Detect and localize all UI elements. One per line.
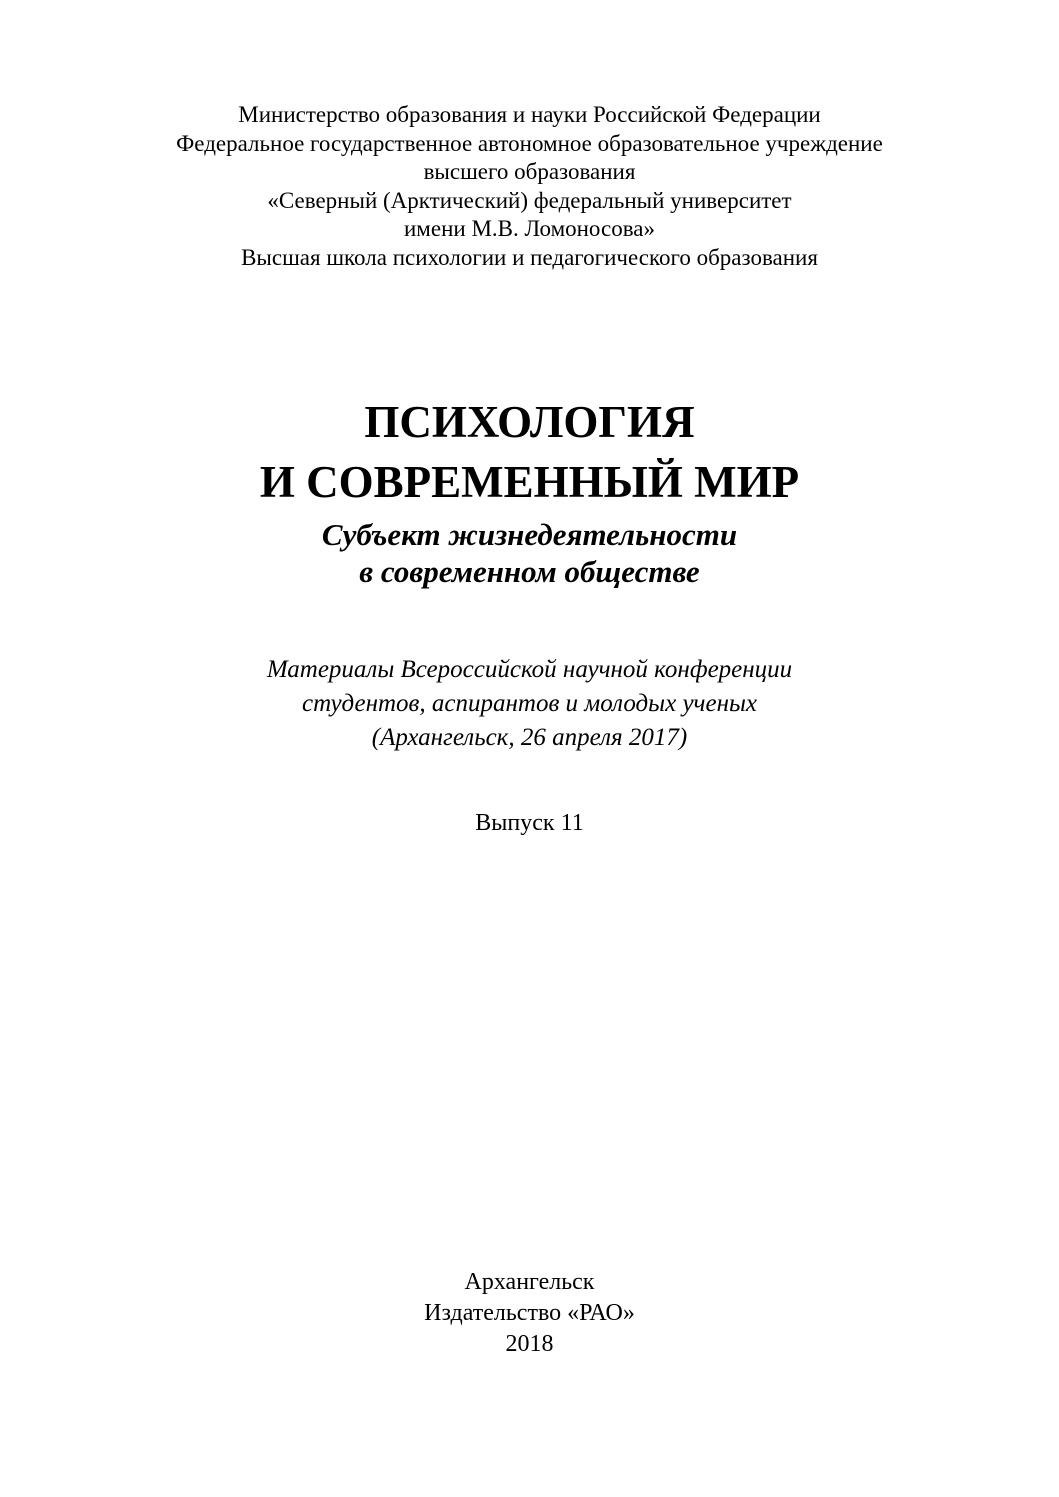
institution-type-line: Федеральное государственное автономное образовательное учреждение xyxy=(176,130,883,156)
book-title-line-2: И СОВРЕМЕННЫЙ МИР xyxy=(259,457,800,507)
university-namesake-line: имени М.В. Ломоносова» xyxy=(404,216,655,241)
issue-label: Выпуск 11 xyxy=(475,810,584,836)
school-name-line: Высшая школа психологии и педагогического образования xyxy=(241,244,818,270)
publication-imprint xyxy=(0,1267,1059,1360)
book-subtitle-line-2: в современном обществе xyxy=(359,554,700,589)
issue-number xyxy=(0,808,1059,838)
conference-description xyxy=(0,653,1059,755)
conference-description-line-2: студентов, аспирантов и молодых ученых xyxy=(302,690,757,717)
institution-header xyxy=(0,101,1059,272)
book-title xyxy=(0,392,1059,512)
university-name-line: «Северный (Арктический) федеральный университет xyxy=(267,187,792,213)
imprint-publisher: Издательство «РАО» xyxy=(424,1300,635,1326)
book-title-line-1: ПСИХОЛОГИЯ xyxy=(364,397,695,447)
conference-description-line-1: Материалы Всероссийской научной конференции xyxy=(266,656,793,683)
imprint-year: 2018 xyxy=(505,1331,554,1357)
book-subtitle xyxy=(0,516,1059,590)
conference-place-date: (Архангельск, 26 апреля 2017) xyxy=(371,724,688,751)
ministry-line: Министерство образования и науки Российской Федерации xyxy=(238,102,821,127)
book-subtitle-line-1: Субъект жизнедеятельности xyxy=(321,517,738,552)
education-level-line: высшего образования xyxy=(423,159,636,184)
imprint-city: Архангельск xyxy=(464,1269,595,1295)
